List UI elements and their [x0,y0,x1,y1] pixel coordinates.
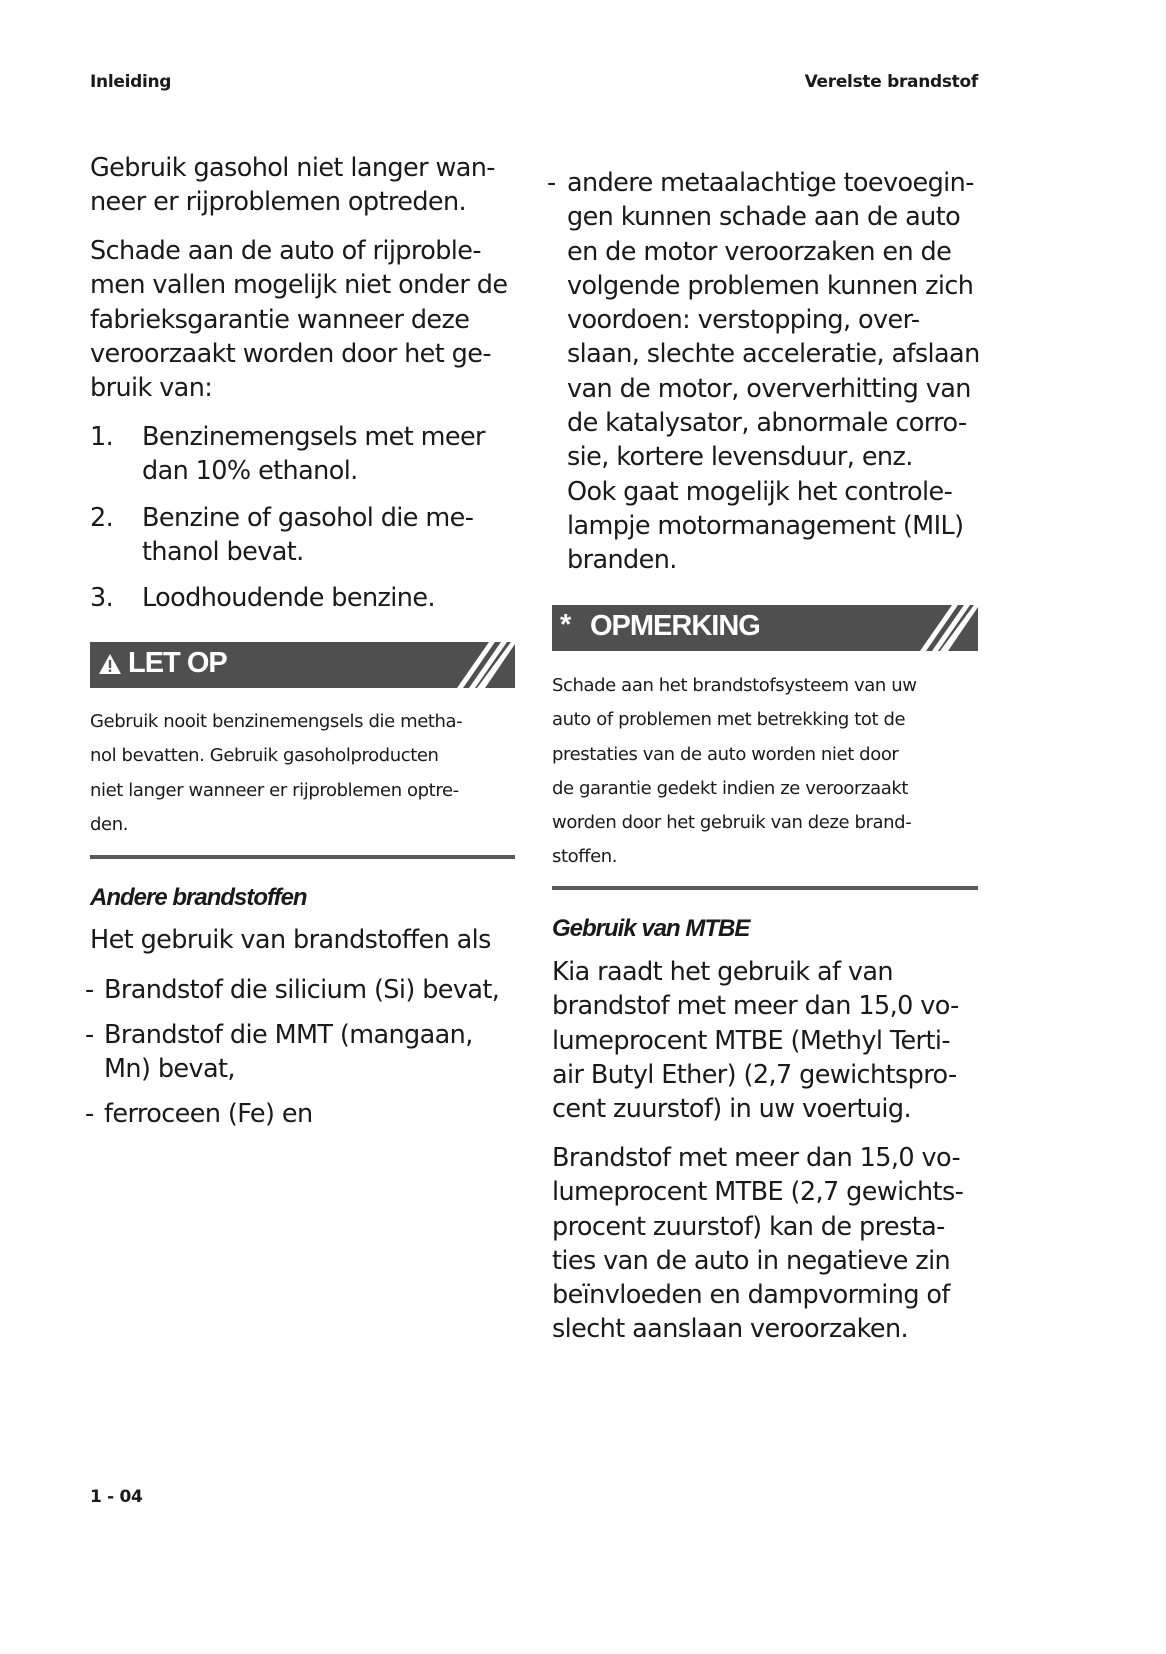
text-line: nol bevatten. Gebruik gasoholproducten [90,745,439,767]
text-line: branden. [567,545,677,576]
text-line: volgende problemen kunnen zich [567,270,974,301]
text-line: Loodhoudende benzine. [142,583,435,613]
running-header-topic: Verelste brandstof [804,72,978,92]
text-line: lampje motormanagement (MIL) [567,510,964,541]
note-text [552,669,917,875]
text-line: Schade aan de auto of rijproble- [90,236,481,266]
stripes-decoration [435,642,515,688]
text-line: Brandstof met meer dan 15,0 vo- [552,1143,961,1173]
text-line: Gebruik nooit benzinemengsels die metha- [90,711,463,732]
text-line: worden door het gebruik van deze brand- [552,812,912,834]
text-line: stoffen. [552,846,618,868]
text-line: Benzine of gasohol die me- [142,503,474,533]
text-line: ties van de auto in negatieve zin [552,1245,951,1276]
text-line: Gebruik gasohol niet langer wan- [90,153,495,183]
heading-mtbe: Gebruik van MTBE [552,915,750,942]
dash-item-text [567,166,980,578]
dash-item-metal [547,166,980,578]
stripes-decoration [898,605,978,651]
text-line: prestaties van de auto worden niet door [552,743,899,765]
running-header-section: Inleiding [90,72,172,92]
text-line: men vallen mogelijk niet onder de [90,270,508,301]
text-line: gen kunnen schade aan de auto [567,202,961,233]
numbered-item-1 [90,420,510,489]
text-line: air Butyl Ether) (2,7 gewichtspro- [552,1059,957,1090]
text-line: Ook gaat mogelijk het controle- [567,476,953,507]
text-line: dan 10% ethanol. [142,456,358,487]
paragraph-mtbe-advice [552,955,959,1126]
caution-banner [90,642,515,688]
numbered-item-2 [90,501,510,570]
item-text [142,581,510,615]
paragraph-warranty [90,234,507,405]
paragraph-gasohol [90,151,495,220]
item-number: 2. [90,503,114,533]
text-line: en de motor veroorzaken en de [567,236,952,267]
item-number: 1. [90,422,114,452]
dash-item-text [104,1097,313,1131]
text-line: fabrieksgarantie wanneer deze [90,304,470,335]
item-text [142,420,510,489]
text-line: de katalysator, abnormale corro- [567,408,967,439]
text-line: niet langer wanneer er rijproblemen optre- [90,779,459,801]
text-line: Brandstof die silicium (Si) bevat, [104,975,500,1005]
item-number: 3. [90,583,114,613]
text-line: slecht aanslaan veroorzaken. [552,1314,909,1345]
dash-bullet: - [85,1020,94,1050]
text-line: Mn) bevat, [104,1054,235,1085]
text-line: Brandstof die MMT (mangaan, [104,1020,473,1050]
text-line: den. [90,813,129,835]
text-line: neer er rijproblemen optreden. [90,187,467,218]
item-text [142,501,510,570]
dash-item-1 [85,973,499,1007]
text-line: voordoen: verstopping, over- [567,305,920,336]
text-line: veroorzaakt worden door het ge- [90,338,491,369]
text-line: Kia raadt het gebruik af van [552,957,893,987]
text-line: de garantie gedekt indien ze veroorzaakt [552,777,909,799]
dash-item-2 [85,1018,473,1087]
section-divider [90,855,515,859]
text-line: ferroceen (Fe) en [104,1099,313,1129]
page-number: 1 - 04 [90,1487,143,1507]
dash-bullet: - [85,975,94,1005]
heading-andere-brandstoffen: Andere brandstoffen [90,884,307,911]
text-line: thanol bevat. [142,537,304,568]
intro-text: Het gebruik van brandstoffen als [90,925,491,955]
section-divider [552,886,978,890]
text-line: Benzinemengsels met meer [142,422,485,452]
text-line: lumeprocent MTBE (Methyl Terti- [552,1025,950,1056]
dash-item-text [104,973,499,1007]
text-line: sie, kortere levensduur, enz. [567,442,913,473]
numbered-item-3 [90,581,510,615]
text-line: andere metaalachtige toevoegin- [567,168,974,198]
text-line: bruik van: [90,373,213,404]
text-line: van de motor, oververhitting van [567,373,971,404]
text-line: procent zuurstof) kan de presta- [552,1211,945,1242]
dash-bullet: - [547,168,556,198]
note-title: OPMERKING [590,610,760,642]
note-banner [552,605,978,651]
text-line: auto of problemen met betrekking tot de [552,709,906,731]
text-line: cent zuurstof) in uw voertuig. [552,1094,911,1125]
text-line: beïnvloeden en dampvorming of [552,1280,950,1311]
warning-triangle-icon [98,653,122,675]
text-line: slaan, slechte acceleratie, afslaan [567,339,980,370]
dash-bullet: - [85,1099,94,1129]
asterisk-icon: * [560,609,571,641]
text-line: brandstof met meer dan 15,0 vo- [552,991,959,1022]
text-line: lumeprocent MTBE (2,7 gewichts- [552,1177,964,1208]
caution-title: LET OP [128,647,227,679]
text-line: Schade aan het brandstofsysteem van uw [552,675,917,696]
paragraph-mtbe-effects [552,1141,963,1347]
dash-item-3 [85,1097,313,1131]
caution-text [90,705,462,842]
dash-item-text [104,1018,473,1087]
